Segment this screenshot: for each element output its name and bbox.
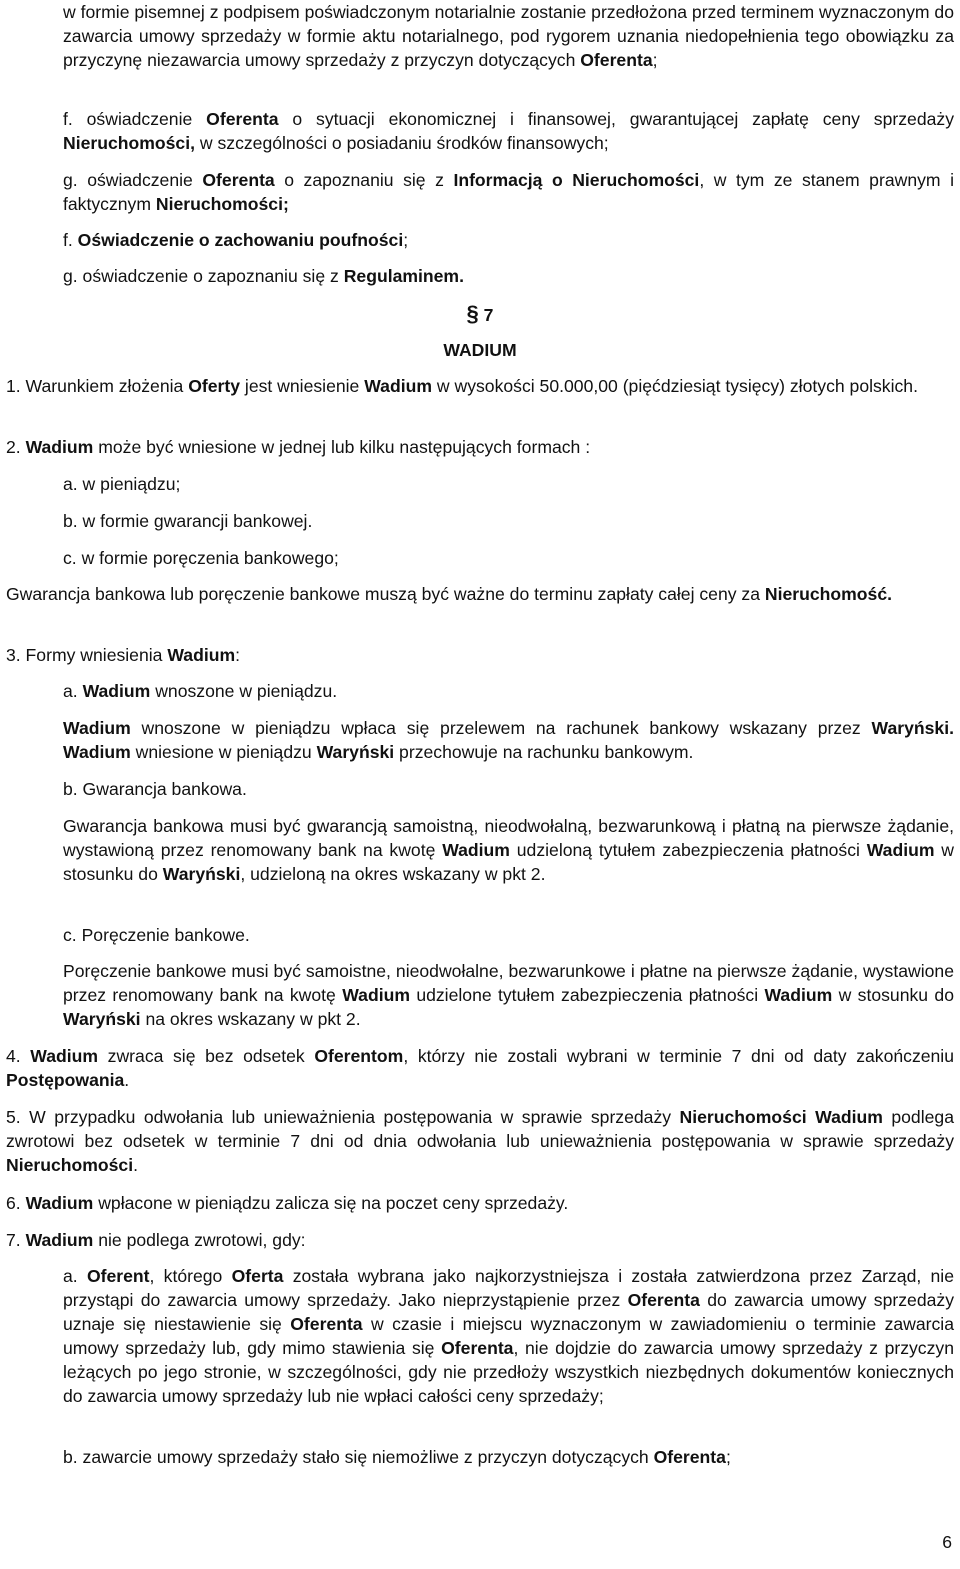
bold-term: Wadium bbox=[442, 840, 510, 860]
text-run: 1. Warunkiem złożenia bbox=[6, 376, 189, 396]
bold-term: Waryński bbox=[63, 1009, 141, 1029]
text-run: w stosunku do bbox=[832, 985, 954, 1005]
text-run: c. w formie poręczenia bankowego; bbox=[63, 548, 339, 568]
text-run: udzieloną tytułem zabezpieczenia płatności bbox=[509, 840, 867, 860]
text-run: a. w pieniądzu; bbox=[63, 474, 181, 494]
text-run: udzielone tytułem zabezpieczenia płatności bbox=[409, 985, 765, 1005]
bold-term: Wadium bbox=[364, 376, 432, 396]
text-run: 5. W przypadku odwołania lub unieważnienia postępowania w sprawie sprzedaży bbox=[6, 1107, 680, 1127]
bold-term: Informacją o Nieruchomości bbox=[453, 170, 700, 190]
text-run: b. Gwarancja bankowa. bbox=[63, 779, 247, 799]
bold-term: Nieruchomości, bbox=[63, 133, 195, 153]
text-run: a. bbox=[63, 681, 83, 701]
text-run: g. oświadczenie bbox=[63, 170, 203, 190]
text-run: 2. bbox=[6, 437, 26, 457]
text-run: ; bbox=[652, 50, 658, 70]
bold-term: Oferenta bbox=[580, 50, 653, 70]
guarantee-validity-note bbox=[6, 582, 954, 606]
text-run: 4. bbox=[6, 1046, 31, 1066]
text-run: , którego bbox=[149, 1266, 232, 1286]
text-run: przechowuje na rachunku bankowym. bbox=[394, 742, 694, 762]
bold-term: Oferenta bbox=[653, 1447, 726, 1467]
point-7b bbox=[63, 1445, 954, 1469]
text-run: : bbox=[235, 645, 240, 665]
text-run: do zawarcia umowy sprzedaży uznaje się niestawienie się bbox=[63, 1290, 954, 1334]
text-run: , w tym ze stanem prawnym i faktycznym bbox=[63, 170, 954, 214]
bold-term: Nieruchomość. bbox=[764, 584, 893, 604]
bold-term: Wadium bbox=[63, 742, 131, 762]
bold-term: Wadium bbox=[30, 1046, 99, 1066]
point-2a bbox=[63, 472, 954, 496]
bold-term: Wadium bbox=[764, 985, 833, 1005]
text-run: 6. bbox=[6, 1193, 26, 1213]
text-run: Poręczenie bankowe musi być samoistne, nieodwołalne, bezwarunkowe i płatne na pierwsze żądanie, wystawione przez renomowany bank na kwotę bbox=[63, 961, 954, 1005]
text-run: nie podlega zwrotowi, gdy: bbox=[93, 1230, 306, 1250]
point-3c-text bbox=[63, 959, 954, 1031]
point-6 bbox=[6, 1191, 954, 1215]
bold-term: Oferenta bbox=[206, 109, 279, 129]
point-7a bbox=[63, 1264, 954, 1408]
text-run: , którzy nie zostali wybrani w terminie 7 dni od daty zakończeniu bbox=[403, 1046, 955, 1066]
text-run: wniesione w pieniądzu bbox=[130, 742, 317, 762]
page-number: 6 bbox=[942, 1532, 952, 1552]
text-run: g. oświadczenie o zapoznaniu się z bbox=[63, 266, 344, 286]
bold-term: Wadium bbox=[63, 718, 131, 738]
text-run: . bbox=[133, 1155, 138, 1175]
bold-term: Wadium bbox=[167, 645, 236, 665]
text-run: , nie dojdzie do zawarcia umowy sprzedaży z przyczyn leżących po jego stronie, w szczególności, gdy nie przedłoży wszystkich niezbędnych dokumentów koniecznych do zawarcia umowy sprzedaży lub nie wpłaci całości ceny sprzedaży; bbox=[63, 1338, 954, 1406]
text-run: b. zawarcie umowy sprzedaży stało się niemożliwe z przyczyn dotyczących bbox=[63, 1447, 654, 1467]
text-run: podlega zwrotowi bez odsetek w terminie 7 dni od dnia odwołania lub unieważnienia postępowania w sprawie sprzedaży bbox=[6, 1107, 954, 1151]
text-run: ; bbox=[403, 230, 409, 250]
section-heading-title: WADIUM bbox=[443, 340, 517, 360]
bold-term: Oświadczenie o zachowaniu poufności bbox=[77, 230, 404, 250]
point-7 bbox=[6, 1228, 954, 1252]
bold-term: Oferenta bbox=[290, 1314, 363, 1334]
text-run: , udzieloną na okres wskazany w pkt 2. bbox=[240, 864, 546, 884]
text-run: może być wniesione w jednej lub kilku następujących formach : bbox=[93, 437, 591, 457]
point-3a-text bbox=[63, 716, 954, 764]
point-3 bbox=[6, 643, 954, 667]
item-g-regulations bbox=[63, 264, 954, 288]
section-heading-number: § 7 bbox=[466, 301, 494, 326]
paragraph-continuation bbox=[63, 0, 954, 72]
bold-term: Regulaminem. bbox=[343, 266, 464, 286]
bold-term: Waryński. bbox=[871, 718, 954, 738]
text-run: w wysokości 50.000,00 (pięćdziesiąt tysięcy) złotych polskich. bbox=[432, 376, 918, 396]
text-run: zwraca się bez odsetek bbox=[98, 1046, 315, 1066]
text-run: Gwarancja bankowa lub poręczenie bankowe muszą być ważne do terminu zapłaty całej ceny za bbox=[6, 584, 765, 604]
point-1 bbox=[6, 374, 954, 398]
bold-term: Wadium bbox=[866, 840, 935, 860]
text-run: wnoszone w pieniądzu wpłaca się przelewem na rachunek bankowy wskazany przez bbox=[130, 718, 872, 738]
bold-term: Wadium bbox=[815, 1107, 883, 1127]
text-run: . bbox=[124, 1070, 130, 1090]
bold-term: Oferenta bbox=[627, 1290, 700, 1310]
bold-term: Oferty bbox=[188, 376, 241, 396]
bold-term: Wadium bbox=[342, 985, 410, 1005]
text-run bbox=[807, 1107, 815, 1127]
point-2c bbox=[63, 546, 954, 570]
bold-term: Wadium bbox=[25, 1193, 94, 1213]
text-run: ; bbox=[725, 1447, 731, 1467]
point-3a bbox=[63, 679, 954, 703]
text-run: a. bbox=[63, 1266, 87, 1286]
bold-term: Nieruchomości bbox=[679, 1107, 807, 1127]
bold-term: Waryński bbox=[162, 864, 241, 884]
bold-term: Wadium bbox=[82, 681, 151, 701]
point-3b-text bbox=[63, 814, 954, 886]
text-run: w formie pisemnej z podpisem poświadczonym notarialnie zostanie przedłożona przed terminem wyznaczonym do zawarcia umowy sprzedaży w formie aktu notarialnego, pod rygorem uznania niedopełnienia tego obowiązku za przyczynę niezawarcia umowy sprzedaży z przyczyn dotyczących bbox=[63, 2, 954, 70]
text-run: 7. bbox=[6, 1230, 26, 1250]
text-run: Gwarancja bankowa musi być gwarancją samoistną, nieodwołalną, bezwarunkową i płatną na pierwsze żądanie, wystawioną przez renomowany bank na kwotę bbox=[63, 816, 954, 860]
point-3b bbox=[63, 777, 954, 801]
text-run: 3. Formy wniesienia bbox=[6, 645, 168, 665]
bold-term: Oferenta bbox=[441, 1338, 514, 1358]
text-run: została wybrana jako najkorzystniejsza i została zatwierdzona przez Zarząd, nie przystąpi do zawarcia umowy sprzedaży. Jako nieprzystąpienie przez bbox=[63, 1266, 954, 1310]
text-run: na okres wskazany w pkt 2. bbox=[140, 1009, 361, 1029]
bold-term: Waryński bbox=[316, 742, 395, 762]
text-run: o zapoznaniu się z bbox=[274, 170, 454, 190]
item-g-property-info-statement bbox=[63, 168, 954, 216]
item-f-financial-statement bbox=[63, 107, 954, 155]
point-4 bbox=[6, 1044, 954, 1092]
item-f-confidentiality bbox=[63, 228, 954, 252]
bold-term: Oferta bbox=[231, 1266, 284, 1286]
point-2b bbox=[63, 509, 954, 533]
point-5 bbox=[6, 1105, 954, 1177]
text-run: w stosunku do bbox=[63, 840, 954, 884]
text-run: w szczególności o posiadaniu środków finansowych; bbox=[195, 133, 609, 153]
point-2 bbox=[6, 435, 954, 459]
text-run: jest wniesienie bbox=[240, 376, 365, 396]
point-3c bbox=[63, 923, 954, 947]
bold-term: Nieruchomości; bbox=[155, 194, 289, 214]
text-run: o sytuacji ekonomicznej i finansowej, gwarantującej zapłatę ceny sprzedaży bbox=[278, 109, 954, 129]
bold-term: Nieruchomości bbox=[6, 1155, 134, 1175]
bold-term: Wadium bbox=[25, 437, 94, 457]
text-run: b. w formie gwarancji bankowej. bbox=[63, 511, 313, 531]
text-run: f. bbox=[63, 230, 78, 250]
text-run: c. Poręczenie bankowe. bbox=[63, 925, 250, 945]
text-run: w czasie i miejscu wyznaczonym w zawiadomieniu o terminie zawarcia umowy sprzedaży lub, gdy mimo stawienia się bbox=[63, 1314, 954, 1358]
bold-term: Oferent bbox=[86, 1266, 150, 1286]
text-run: f. oświadczenie bbox=[63, 109, 207, 129]
bold-term: Oferentom bbox=[314, 1046, 404, 1066]
bold-term: Postępowania bbox=[6, 1070, 125, 1090]
bold-term: Wadium bbox=[25, 1230, 94, 1250]
text-run: wpłacone w pieniądzu zalicza się na poczet ceny sprzedaży. bbox=[93, 1193, 569, 1213]
bold-term: Oferenta bbox=[202, 170, 275, 190]
text-run: wnoszone w pieniądzu. bbox=[150, 681, 338, 701]
